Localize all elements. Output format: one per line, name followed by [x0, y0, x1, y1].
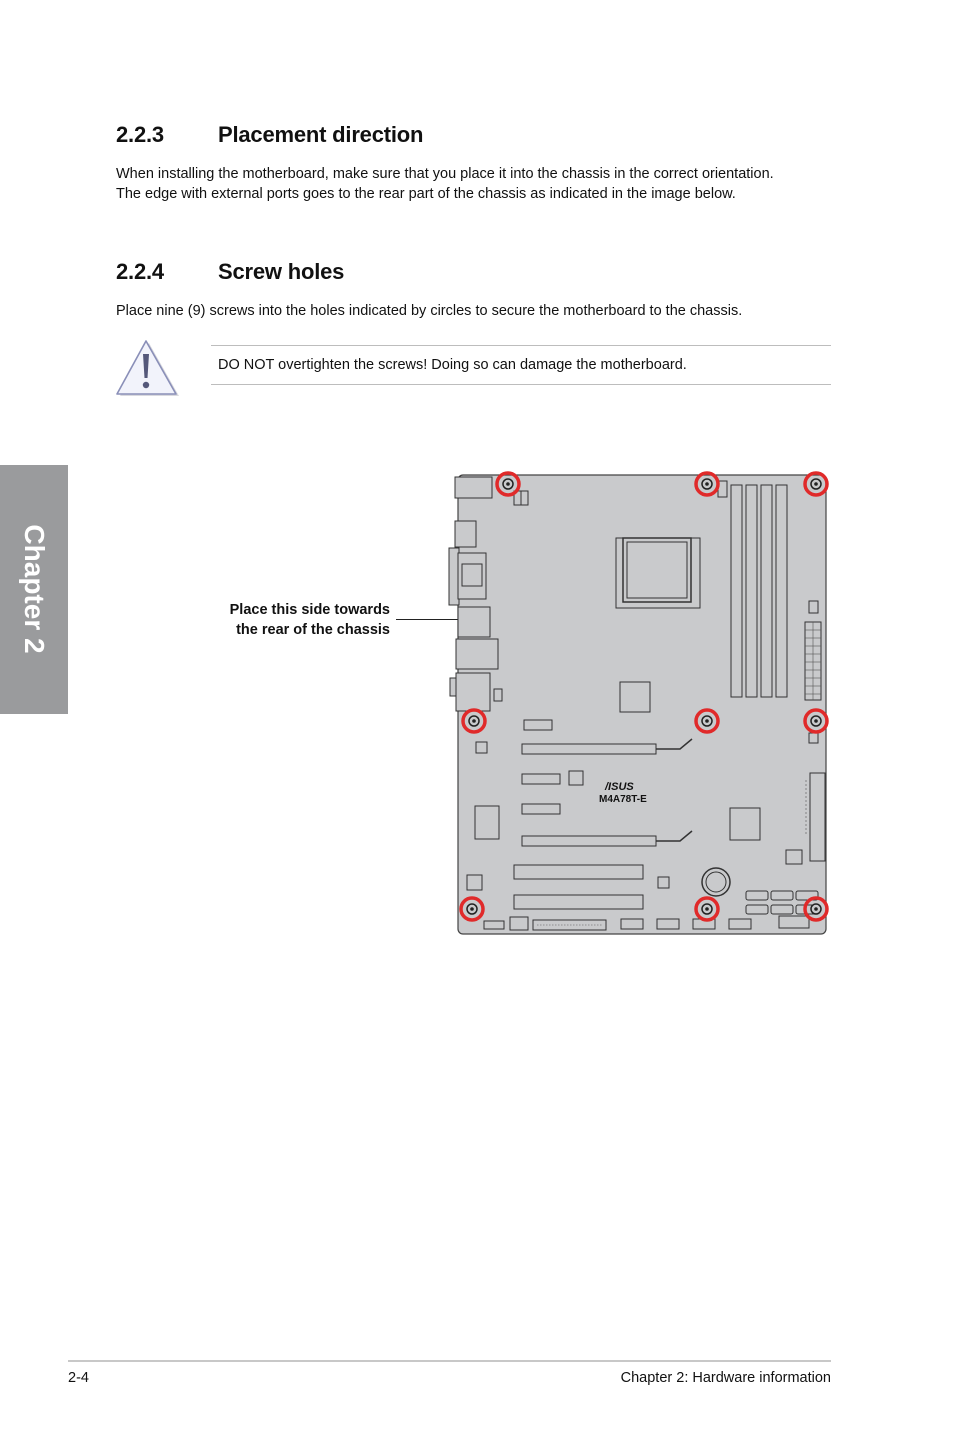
usb-port	[458, 607, 490, 637]
usb-header	[729, 919, 751, 929]
footer-chapter-label: Chapter 2: Hardware information	[620, 1370, 831, 1386]
pcie-x1-slot	[522, 774, 560, 784]
chapter-tab-label: Chapter 2	[19, 524, 50, 654]
chip	[475, 806, 499, 839]
warning-text: DO NOT overtighten the screws! Doing so can damage the motherboard.	[218, 357, 687, 373]
cpu-socket	[623, 538, 691, 602]
section-heading-placement	[0, 122, 954, 150]
paragraph-line: When installing the motherboard, make sure that you place it into the chassis in the correct orientation.	[116, 166, 774, 182]
component	[569, 771, 583, 785]
section-title: Screw holes	[218, 259, 345, 284]
screw-holes-paragraph: Place nine (9) screws into the holes indicated by circles to secure the motherboard to the chassis.	[116, 303, 743, 319]
usb-header	[657, 919, 679, 929]
sata-connector	[771, 891, 793, 900]
ide-connector	[810, 773, 825, 861]
pcie-x1-slot	[522, 804, 560, 814]
section-number: 2.2.4	[116, 259, 164, 284]
chapter-side-tab	[0, 465, 68, 714]
placement-paragraph	[116, 164, 836, 204]
southbridge-chip	[730, 808, 760, 840]
section-heading-screw-holes	[0, 259, 954, 287]
pci-slot	[514, 895, 643, 909]
fan-header	[494, 689, 502, 701]
sata-connector	[746, 891, 768, 900]
section-number: 2.2.3	[116, 122, 164, 147]
dimm-slot	[776, 485, 787, 697]
lan-port	[456, 639, 498, 669]
section-title: Placement direction	[218, 122, 424, 147]
warning-top-rule	[211, 345, 831, 346]
usb-header	[621, 919, 643, 929]
paragraph-line: The edge with external ports goes to the rear part of the chassis as indicated in the image below.	[116, 186, 736, 202]
model-label: M4A78T-E	[599, 794, 647, 805]
northbridge-chip	[620, 682, 650, 712]
sata-connector	[746, 905, 768, 914]
sata-connector	[771, 905, 793, 914]
pcie-x16-slot	[522, 836, 656, 846]
audio-port	[456, 673, 490, 711]
header	[524, 720, 552, 730]
io-port	[455, 521, 476, 547]
callout-line: the rear of the chassis	[236, 622, 390, 638]
page-number: 2-4	[68, 1370, 89, 1386]
pci-slot	[514, 865, 643, 879]
dimm-slot	[731, 485, 742, 697]
header	[484, 921, 504, 929]
io-port	[455, 477, 492, 498]
fan-header	[809, 733, 818, 743]
header	[786, 850, 802, 864]
warning-bottom-rule	[211, 384, 831, 385]
callout-line: Place this side towards	[229, 602, 390, 618]
motherboard-diagram	[440, 466, 840, 942]
component	[476, 742, 487, 753]
dimm-slot	[746, 485, 757, 697]
component	[467, 875, 482, 890]
panel-header	[779, 916, 809, 928]
dimm-slot	[761, 485, 772, 697]
header	[510, 917, 528, 930]
component	[658, 877, 669, 888]
footer-rule	[68, 1360, 831, 1362]
fan-header	[809, 601, 818, 613]
warning-triangle-icon	[116, 338, 180, 398]
brand-logo: /ISUS	[605, 781, 634, 793]
pcie-x16-slot	[522, 744, 656, 754]
rear-callout	[190, 600, 390, 640]
